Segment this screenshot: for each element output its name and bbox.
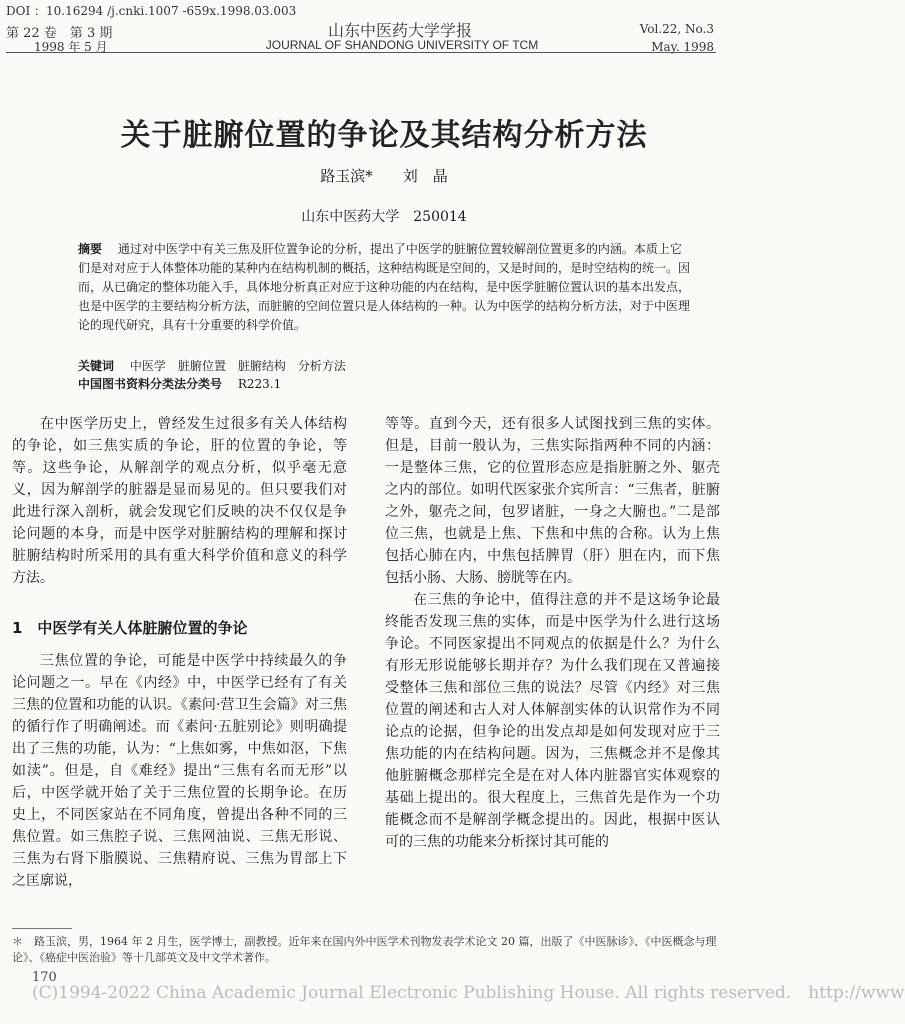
affiliation: 山东中医药大学 250014 [301,209,467,225]
keywords-label: 关键词 [78,359,115,373]
right-column [385,413,720,853]
paragraph: 三焦位置的争论，可能是中医学中持续最久的争论问题之一。早在《内经》中，中医学已经有了有关三焦的位置和功能的认识。《素问·营卫生会篇》对三焦的循行作了明确阐述。而《素问·五脏别论》则明确提出了三焦的功能，认为：“上焦如雾，中焦如沤，下焦如渎”。但是，自《难经》提出“三焦有名而无形”以后，中医学就开始了关于三焦位置的长期争论。在历史上，不同医家站在不同角度，曾提出各种不同的三焦位置。如三焦腔子说、三焦网油说、三焦无形说、三焦为右肾下脂膜说、三焦精府说、三焦为胃部上下之匡廓说， [12,653,347,889]
journal-title-cn: 山东中医药大学学报 [327,21,472,40]
date-en: May. 1998 [651,40,714,54]
keywords-text: 中医学 脏腑位置 脏腑结构 分析方法 [129,359,346,373]
volume-issue-cn: 第 22 卷 第 3 期 [6,26,113,41]
header-rule [6,52,716,53]
paragraph: 在中医学历史上，曾经发生过很多有关人体结构的争论，如三焦实质的争论，肝的位置的争论，等等。这些争论，从解剖学的观点分析，似乎毫无意义，因为解剖学的脏器是显而易见的。但只要我们对此进行深入剖析，就会发现它们反映的决不仅仅是争论问题的本身，而是中医学对脏腑结构的理解和探讨脏腑结构时所采用的具有重大科学价值和意义的科学方法。 [12,416,347,586]
section-heading: 1 中医学有关人体脏腑位置的争论 [12,619,248,637]
page-number: 170 [32,970,57,985]
authors: 路玉滨* 刘 晶 [320,167,448,185]
volume-issue-en: Vol.22, No.3 [639,22,714,36]
footnote: ＊ 路玉滨，男，1964 年 2 月生，医学博士，副教授。近年来在国内外中医学术刊物发表学术论文 20 篇，出版了《中医脉诊》、《中医概念与理论》、《癌症中医治验》等十几部英文及中文学术著作。 [12,935,717,964]
date-cn: 1998 年 5 月 [34,40,108,54]
doi-line: DOI ：10.16294 ∕j.cnki.1007 -659x.1998.03.003 [6,4,297,18]
classification-value: R223.1 [237,377,282,391]
left-column-intro [12,413,347,589]
left-column-section [12,650,347,892]
footnote-rule [12,928,72,929]
classification [78,375,281,392]
paragraph: 在三焦的争论中，值得注意的并不是这场争论最终能否发现三焦的实体，而是中医学为什么进行这场争论。不同医家提出不同观点的依据是什么？为什么有形无形说能够长期并存？为什么我们现在又普遍接受整体三焦和部位三焦的说法？尽管《内经》对三焦位置的阐述和古人对人体解剖实体的认识常作为不同论点的论据，但争论的出发点却是如何发现对应于三焦功能的内在结构问题。因为，三焦概念并不是像其他脏腑概念那样完全是在对人体内脏器官实体观察的基础上提出的。很大程度上，三焦首先是作为一个功能概念而不是解剖学概念提出的。因此，根据中医认可的三焦的功能来分析探讨其可能的 [385,592,720,850]
copyright-watermark: (C)1994-2022 China Academic Journal Electronic Publishing House. All rights reserved. http://www [32,983,905,1003]
article-title: 关于脏腑位置的争论及其结构分析方法 [120,118,648,153]
classification-label: 中国图书资料分类法分类号 [78,377,223,391]
keywords [78,357,346,374]
abstract-label: 摘要 [78,242,103,256]
abstract [78,240,690,335]
journal-title-en: JOURNAL OF SHANDONG UNIVERSITY OF TCM [265,38,539,52]
abstract-text: 通过对中医学中有关三焦及肝位置争论的分析，提出了中医学的脏腑位置较解剖位置更多的内涵。本质上它们是对对应于人体整体功能的某种内在结构机制的概括，这种结构既是空间的，又是时间的，是时空结构的统一。因而，从已确定的整体功能入手，具体地分析真正对应于这种功能的内在结构，是中医学脏腑位置认识的基本出发点，也是中医学的主要结构分析方法，而脏腑的空间位置只是人体结构的一种。认为中医学的结构分析方法，对于中医理论的现代研究，具有十分重要的科学价值。 [78,242,691,332]
paragraph: 等等。直到今天，还有很多人试图找到三焦的实体。但是，目前一般认为，三焦实际指两种不同的内涵：一是整体三焦，它的位置形态应是指脏腑之外、躯壳之内的部位。如明代医家张介宾所言：“三焦者，脏腑之外，躯壳之间，包罗诸脏，一身之大腑也。”二是部位三焦，也就是上焦、下焦和中焦的合称。认为上焦包括心肺在内，中焦包括脾胃（肝）胆在内，而下焦包括小肠、大肠、膀胱等在内。 [385,416,720,586]
